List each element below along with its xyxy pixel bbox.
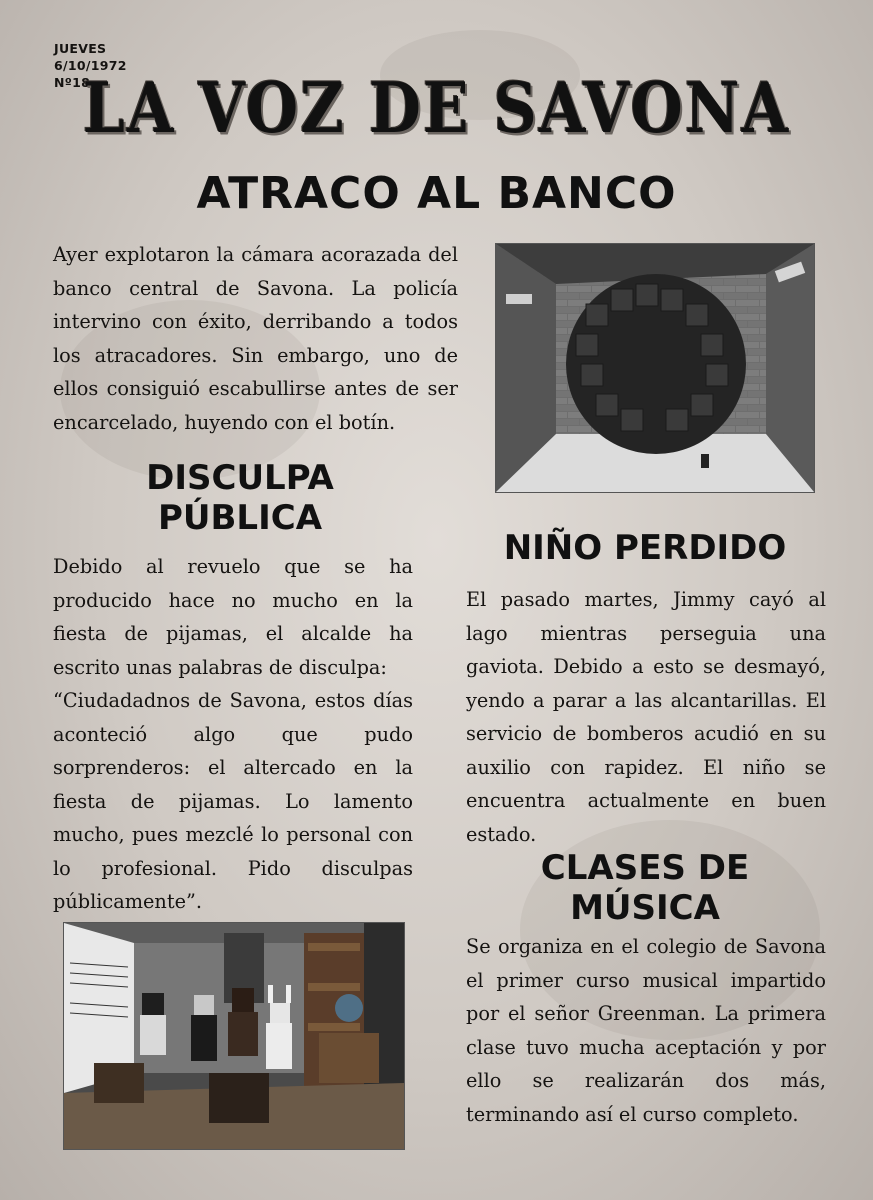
apology-paragraph-1: Debido al revuelo que se ha producido hace no mucho en la fiesta de pijamas, el alcalde ha escrito unas palabras de disculpa:: [53, 555, 413, 679]
apology-article-text: [53, 550, 413, 919]
lost-child-paragraph: El pasado martes, Jimmy cayó al lago mientras perseguia una gaviota. Debido a esto se desmayó, yendo a parar a las alcantarillas. El servicio de bomberos acudió en su auxilio con rapidez. El niño se encuentra actualmente en buen estado.: [466, 588, 826, 846]
dateline-issue: Nº18: [54, 75, 91, 90]
music-title-line2: MÚSICA: [570, 888, 720, 928]
vault-photo: [495, 243, 815, 493]
apology-title-line2: PÚBLICA: [157, 498, 323, 538]
dateline-date: 6/10/1972: [54, 58, 127, 73]
apology-title-line1: DISCULPA: [146, 458, 334, 498]
music-article-text: [466, 930, 826, 1131]
dateline-day: JUEVES: [54, 41, 107, 56]
newspaper-masthead: LA VOZ DE SAVONA: [82, 68, 791, 150]
lead-article-text: [53, 238, 458, 439]
apology-paragraph-2: “Ciudadadnos de Savona, estos días aconteció algo que pudo sorprenderos: el altercado en la fiesta de pijamas. Lo lamento mucho, pues mezclé lo personal con lo profesional. Pido disculpas públicamente”.: [53, 689, 413, 913]
main-headline: ATRACO AL BANCO: [196, 168, 677, 219]
classroom-photo: [63, 922, 405, 1150]
music-title: [465, 848, 825, 928]
music-paragraph: Se organiza en el colegio de Savona el primer curso musical impartido por el señor Greenman. La primera clase tuvo mucha aceptación y por ello se realizarán dos más, terminando así el curso completo.: [466, 935, 826, 1126]
music-title-line1: CLASES DE: [540, 848, 750, 888]
lost-child-article-text: [466, 583, 826, 851]
lost-child-title: NIÑO PERDIDO: [503, 528, 787, 568]
apology-title: [100, 458, 380, 538]
lead-article-paragraph: Ayer explotaron la cámara acorazada del banco central de Savona. La policía intervino con éxito, derribando a todos los atracadores. Sin embargo, uno de ellos consiguió escabullirse antes de ser encarcelado, huyendo con el botín.: [53, 243, 458, 434]
